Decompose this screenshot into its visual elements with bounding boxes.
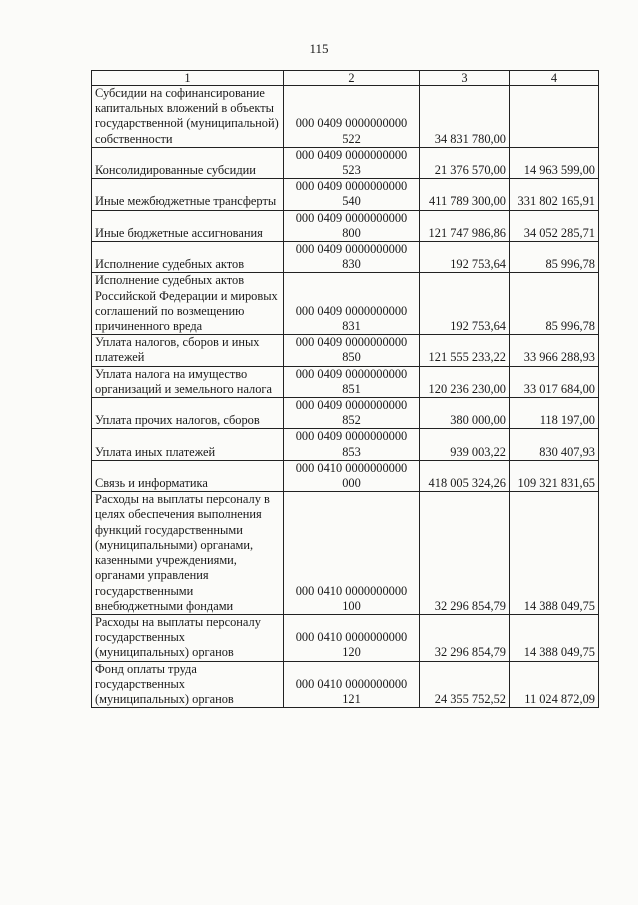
row-code-cell: 000 0410 0000000000 120	[284, 614, 420, 661]
row-code-cell: 000 0409 0000000000 523	[284, 147, 420, 178]
column-header-4: 4	[510, 71, 599, 86]
row-code-cell: 000 0409 0000000000 522	[284, 86, 420, 148]
row-col3-cell: 411 789 300,00	[420, 179, 510, 210]
table-row	[92, 429, 599, 460]
row-code-cell: 000 0409 0000000000 830	[284, 242, 420, 273]
row-code-cell: 000 0410 0000000000 121	[284, 661, 420, 708]
row-name-cell: Уплата налогов, сборов и иных платежей	[92, 335, 284, 366]
column-header-3: 3	[420, 71, 510, 86]
row-col3-cell: 418 005 324,26	[420, 460, 510, 491]
row-col3-cell: 32 296 854,79	[420, 614, 510, 661]
row-col4-cell: 109 321 831,65	[510, 460, 599, 491]
row-name-cell: Связь и информатика	[92, 460, 284, 491]
row-col3-cell: 32 296 854,79	[420, 492, 510, 615]
row-col3-cell: 192 753,64	[420, 242, 510, 273]
row-col3-cell: 121 555 233,22	[420, 335, 510, 366]
table-row	[92, 492, 599, 615]
row-col3-cell: 120 236 230,00	[420, 366, 510, 397]
row-name-cell: Расходы на выплаты персоналу государственных (муниципальных) органов	[92, 614, 284, 661]
row-name-cell: Уплата прочих налогов, сборов	[92, 398, 284, 429]
row-col3-cell: 24 355 752,52	[420, 661, 510, 708]
table-row	[92, 661, 599, 708]
row-col4-cell: 14 963 599,00	[510, 147, 599, 178]
table-row	[92, 614, 599, 661]
column-header-1: 1	[92, 71, 284, 86]
row-name-cell: Исполнение судебных актов Российской Федерации и мировых соглашений по возмещению причиненного вреда	[92, 273, 284, 335]
row-col4-cell: 11 024 872,09	[510, 661, 599, 708]
row-col3-cell: 121 747 986,86	[420, 210, 510, 241]
row-code-cell: 000 0409 0000000000 853	[284, 429, 420, 460]
row-col3-cell: 939 003,22	[420, 429, 510, 460]
table-row	[92, 460, 599, 491]
page-number: 115	[309, 41, 329, 56]
row-code-cell: 000 0409 0000000000 800	[284, 210, 420, 241]
row-col3-cell: 34 831 780,00	[420, 86, 510, 148]
column-header-2: 2	[284, 71, 420, 86]
row-col3-cell: 21 376 570,00	[420, 147, 510, 178]
row-code-cell: 000 0409 0000000000 831	[284, 273, 420, 335]
table-row	[92, 179, 599, 210]
row-name-cell: Консолидированные субсидии	[92, 147, 284, 178]
table-row	[92, 86, 599, 148]
row-col4-cell: 331 802 165,91	[510, 179, 599, 210]
table-row	[92, 242, 599, 273]
row-code-cell: 000 0410 0000000000 100	[284, 492, 420, 615]
row-col4-cell: 14 388 049,75	[510, 492, 599, 615]
row-col3-cell: 192 753,64	[420, 273, 510, 335]
table-row	[92, 398, 599, 429]
row-name-cell: Уплата налога на имущество организаций и земельного налога	[92, 366, 284, 397]
row-name-cell: Иные бюджетные ассигнования	[92, 210, 284, 241]
row-col4-cell	[510, 86, 599, 148]
row-code-cell: 000 0409 0000000000 850	[284, 335, 420, 366]
row-col4-cell: 85 996,78	[510, 242, 599, 273]
row-name-cell: Субсидии на софинансирование капитальных вложений в объекты государственной (муниципальной) собственности	[92, 86, 284, 148]
row-col4-cell: 118 197,00	[510, 398, 599, 429]
table-row	[92, 273, 599, 335]
row-col4-cell: 33 017 684,00	[510, 366, 599, 397]
table-row	[92, 335, 599, 366]
row-name-cell: Иные межбюджетные трансферты	[92, 179, 284, 210]
table-row	[92, 210, 599, 241]
row-name-cell: Фонд оплаты труда государственных (муниципальных) органов	[92, 661, 284, 708]
row-code-cell: 000 0410 0000000000 000	[284, 460, 420, 491]
row-name-cell: Расходы на выплаты персоналу в целях обеспечения выполнения функций государственными (муниципальными) органами, казенными учреждениями, органами управления государственными внебюджетными фондами	[92, 492, 284, 615]
row-col4-cell: 85 996,78	[510, 273, 599, 335]
row-col4-cell: 14 388 049,75	[510, 614, 599, 661]
row-col4-cell: 33 966 288,93	[510, 335, 599, 366]
header-row	[92, 71, 599, 86]
budget-table	[91, 70, 599, 708]
table-body	[92, 86, 599, 708]
row-name-cell: Исполнение судебных актов	[92, 242, 284, 273]
table-row	[92, 366, 599, 397]
row-code-cell: 000 0409 0000000000 852	[284, 398, 420, 429]
table-row	[92, 147, 599, 178]
row-col4-cell: 34 052 285,71	[510, 210, 599, 241]
row-name-cell: Уплата иных платежей	[92, 429, 284, 460]
row-code-cell: 000 0409 0000000000 540	[284, 179, 420, 210]
row-code-cell: 000 0409 0000000000 851	[284, 366, 420, 397]
row-col4-cell: 830 407,93	[510, 429, 599, 460]
row-col3-cell: 380 000,00	[420, 398, 510, 429]
